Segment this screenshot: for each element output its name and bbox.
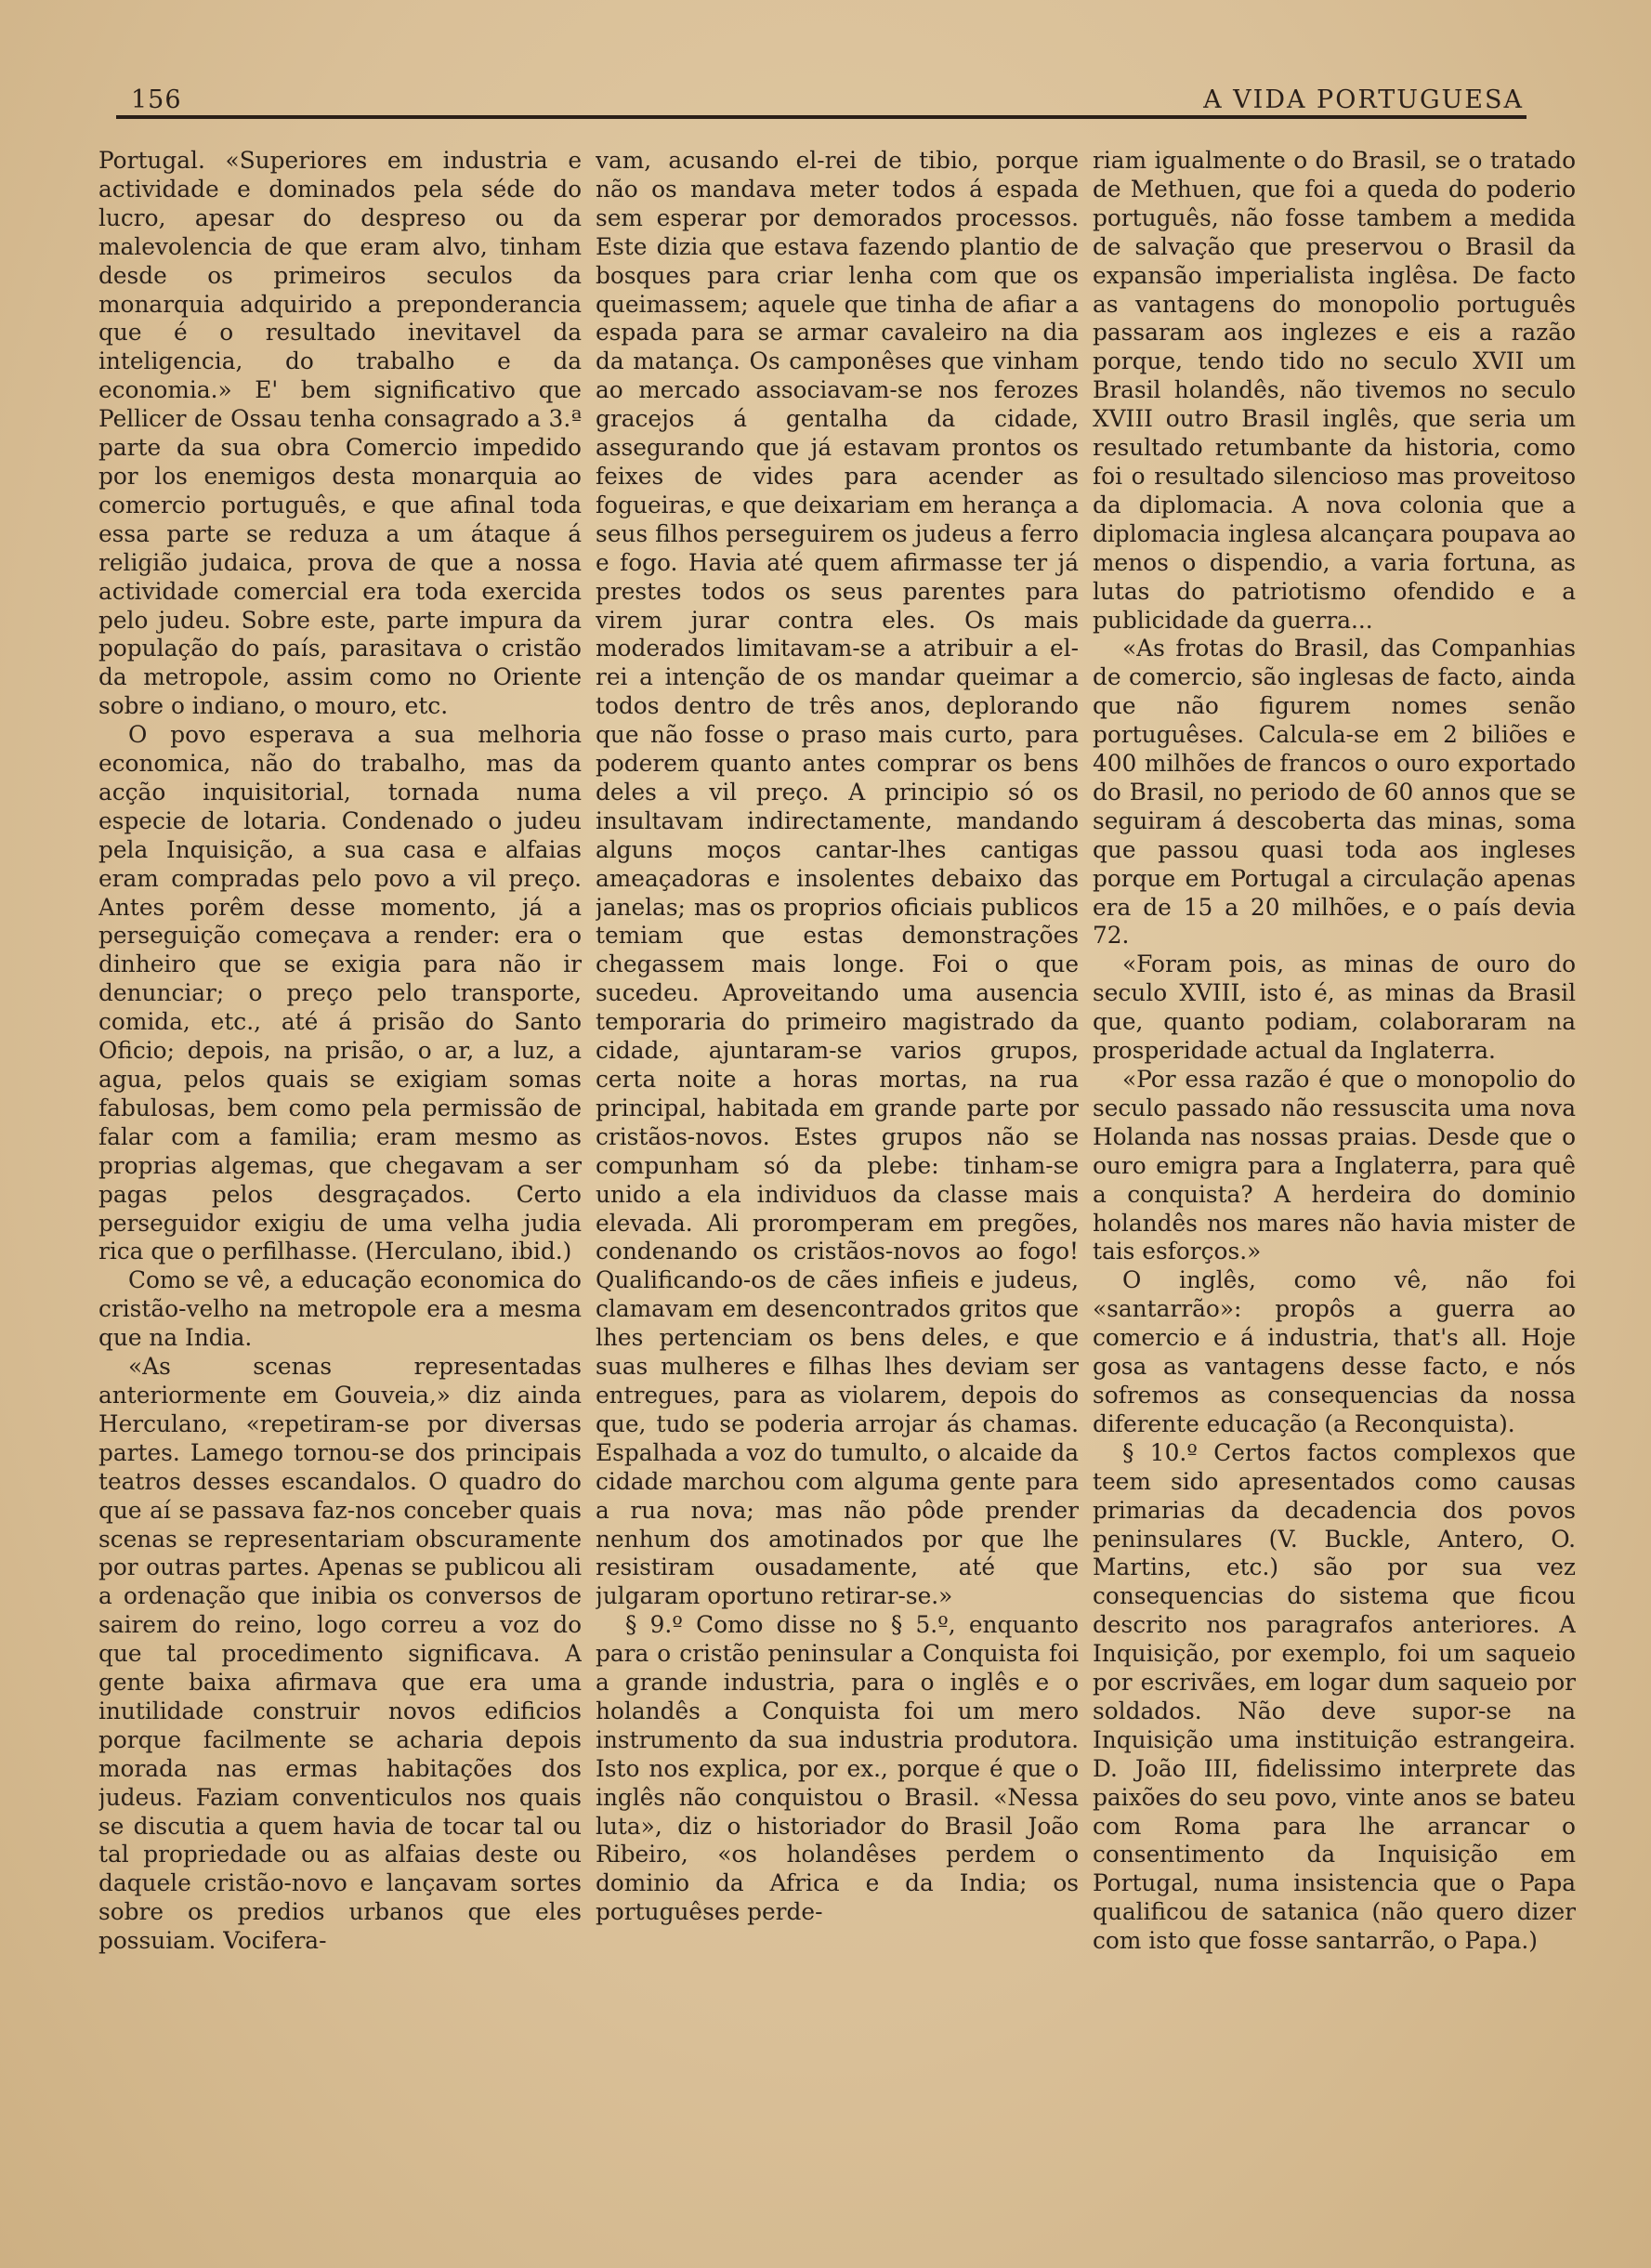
header-rule xyxy=(116,115,1527,119)
text-column-2 xyxy=(596,147,1079,2237)
paragraph: «As frotas do Brasil, das Companhias de comercio, são inglesas de facto, ainda que não figurem nomes senão portuguêses. Calcula-se em 2 biliões e 400 milhões de francos o ouro exportado do Brasil, no periodo de 60 annos que se seguiram á descoberta das minas, soma que passou quasi toda aos ingleses porque em Portugal a circulação apenas era de 15 a 20 milhões, e o país devia 72. xyxy=(1093,635,1576,950)
paragraph: «Foram pois, as minas de ouro do seculo XVIII, isto é, as minas da Brasil que, quanto podiam, colaboraram na prosperidade actual da Inglaterra. xyxy=(1093,950,1576,1065)
paragraph: O povo esperava a sua melhoria economica, não do trabalho, mas da acção inquisitorial, tornada numa especie de lotaria. Condenado o judeu pela Inquisição, a sua casa e alfaias eram compradas pelo povo a vil preço. Antes porêm desse momento, já a perseguição começava a render: era o dinheiro que se exigia para não ir denunciar; o preço pelo transporte, comida, etc., até á prisão do Santo Oficio; depois, na prisão, o ar, a luz, a agua, pelos quais se exigiam somas fabulosas, bem como pela permissão de falar com a familia; eram mesmo as proprias algemas, que chegavam a ser pagas pelos desgraçados. Certo perseguidor exigiu de uma velha judia rica que o perfilhasse. (Herculano, ibid.) xyxy=(98,721,582,1265)
paragraph: § 9.º Como disse no § 5.º, enquanto para o cristão peninsular a Conquista foi a grande industria, para o inglês e o holandês a Conquista foi um mero instrumento da sua industria produtora. Isto nos explica, por ex., porque é que o inglês não conquistou o Brasil. «Nessa luta», diz o historiador do Brasil João Ribeiro, «os holandêses perdem o dominio da Africa e da India; os portuguêses perde- xyxy=(596,1611,1079,1926)
running-head: A VIDA PORTUGUESA xyxy=(1203,85,1524,114)
page-header xyxy=(116,85,1524,117)
paragraph: § 10.º Certos factos complexos que teem sido apresentados como causas primarias da decadencia dos povos peninsulares (V. Buckle, Antero, O. Martins, etc.) são por sua vez consequencias do sistema que ficou descrito nos paragrafos anteriores. A Inquisição, por exemplo, foi um saqueio por escrivães, em logar dum saqueio por soldados. Não deve supor-se na Inquisição uma instituição estrangeira. D. João III, fidelissimo interprete das paixões do seu povo, vinte anos se bateu com Roma para lhe arrancar o consentimento da Inquisição em Portugal, numa insistencia que o Papa qualificou de satanica (não quero dizer com isto que fosse santarrão, o Papa.) xyxy=(1093,1438,1576,1955)
page-number: 156 xyxy=(131,85,182,114)
paragraph: «Por essa razão é que o monopolio do seculo passado não ressuscita uma nova Holanda nas nossas praias. Desde que o ouro emigra para a Inglaterra, para quê a conquista? A herdeira do dominio holandês nos mares não havia mister de tais esforços.» xyxy=(1093,1066,1576,1265)
text-column-3 xyxy=(1093,147,1576,2237)
text-column-1 xyxy=(98,147,582,2237)
paragraph: vam, acusando el-rei de tibio, porque não os mandava meter todos á espada sem esperar por demorados processos. Este dizia que estava fazendo plantio de bosques para criar lenha com que os queimassem; aquele que tinha de afiar a espada para se armar cavaleiro na dia da matança. Os camponêses que vinham ao mercado associavam-se nos ferozes gracejos á gentalha da cidade, assegurando que já estavam prontos os feixes de vides para acender as fogueiras, e que deixariam em herança a seus filhos perseguirem os judeus a ferro e fogo. Havia até quem afirmasse ter já prestes todos os seus parentes para virem jurar contra eles. Os mais moderados limitavam-se a atribuir a el-rei a intenção de os mandar queimar a todos dentro de três anos, deplorando que não fosse o praso mais curto, para poderem quanto antes comprar os bens deles a vil preço. A principio só os insultavam indirectamente, mandando alguns moços cantar-lhes cantigas ameaçadoras e insolentes debaixo das janelas; mas os proprios oficiais publicos temiam que estas demonstrações chegassem mais longe. Foi o que sucedeu. Aproveitando uma ausencia temporaria do primeiro magistrado da cidade, ajuntaram-se varios grupos, certa noite a horas mortas, na rua principal, habitada em grande parte por cristãos-novos. Estes grupos não se compunham só da plebe: tinham-se unido a ela individuos da classe mais elevada. Ali proromperam em pregões, condenando os cristãos-novos ao fogo! Qualificando-os de cães infieis e judeus, clamavam em desencontrados gritos que lhes pertenciam os bens deles, e que suas mulheres e filhas lhes deviam ser entregues, para as violarem, depois do que, tudo se poderia arrojar ás chamas. Espalhada a voz do tumulto, o alcaide da cidade marchou com alguma gente para a rua nova; mas não pôde prender nenhum dos amotinados por que lhe resistiram ousadamente, até que julgaram oportuno retirar-se.» xyxy=(596,147,1079,1610)
paragraph: O inglês, como vê, não foi «santarrão»: propôs a guerra ao comercio e á industria, that's all. Hoje gosa as vantagens desse facto, e nós sofremos as consequencias da nossa diferente educação (a Reconquista). xyxy=(1093,1266,1576,1437)
paragraph: «As scenas representadas anteriormente em Gouveia,» diz ainda Herculano, «repetiram-se por diversas partes. Lamego tornou-se dos principais teatros desses escandalos. O quadro do que aí se passava faz-nos conceber quais scenas se representariam obscuramente por outras partes. Apenas se publicou ali a ordenação que inibia os conversos de sairem do reino, logo correu a voz do que tal procedimento significava. A gente baixa afirmava que era uma inutilidade construir novos edificios porque facilmente se acharia depois morada nas ermas habitações dos judeus. Faziam conventiculos nos quais se discutia a quem havia de tocar tal ou tal propriedade ou as alfaias deste ou daquele cristão-novo e lançavam sortes sobre os predios urbanos que eles possuiam. Vocifera- xyxy=(98,1353,582,1955)
paragraph: riam igualmente o do Brasil, se o tratado de Methuen, que foi a queda do poderio português, não fosse tambem a medida de salvação que preservou o Brasil da expansão imperialista inglêsa. De facto as vantagens do monopolio português passaram aos inglezes e eis a razão porque, tendo tido no seculo XVII um Brasil holandês, não tivemos no seculo XVIII outro Brasil inglês, que seria um resultado retumbante da historia, como foi o resultado silencioso mas proveitoso da diplomacia. A nova colonia que a diplomacia inglesa alcançara poupava ao menos o dispendio, a varia fortuna, as lutas do patriotismo ofendido e a publicidade da guerra... xyxy=(1093,147,1576,634)
paragraph: Como se vê, a educação economica do cristão-velho na metropole era a mesma que na India. xyxy=(98,1266,582,1352)
paragraph: Portugal. «Superiores em industria e actividade e dominados pela séde do lucro, apesar do despreso ou da malevolencia de que eram alvo, tinham desde os primeiros seculos da monarquia adquirido a preponderancia que é o resultado inevitavel da inteligencia, do trabalho e da economia.» E' bem significativo que Pellicer de Ossau tenha consagrado a 3.ª parte da sua obra Comercio impedido por los enemigos desta monarquia ao comercio português, e que afinal toda essa parte se reduza a um átaque á religião judaica, prova de que a nossa actividade comercial era toda exercida pelo judeu. Sobre este, parte impura da população do país, parasitava o cristão da metropole, assim como no Oriente sobre o indiano, o mouro, etc. xyxy=(98,147,582,720)
